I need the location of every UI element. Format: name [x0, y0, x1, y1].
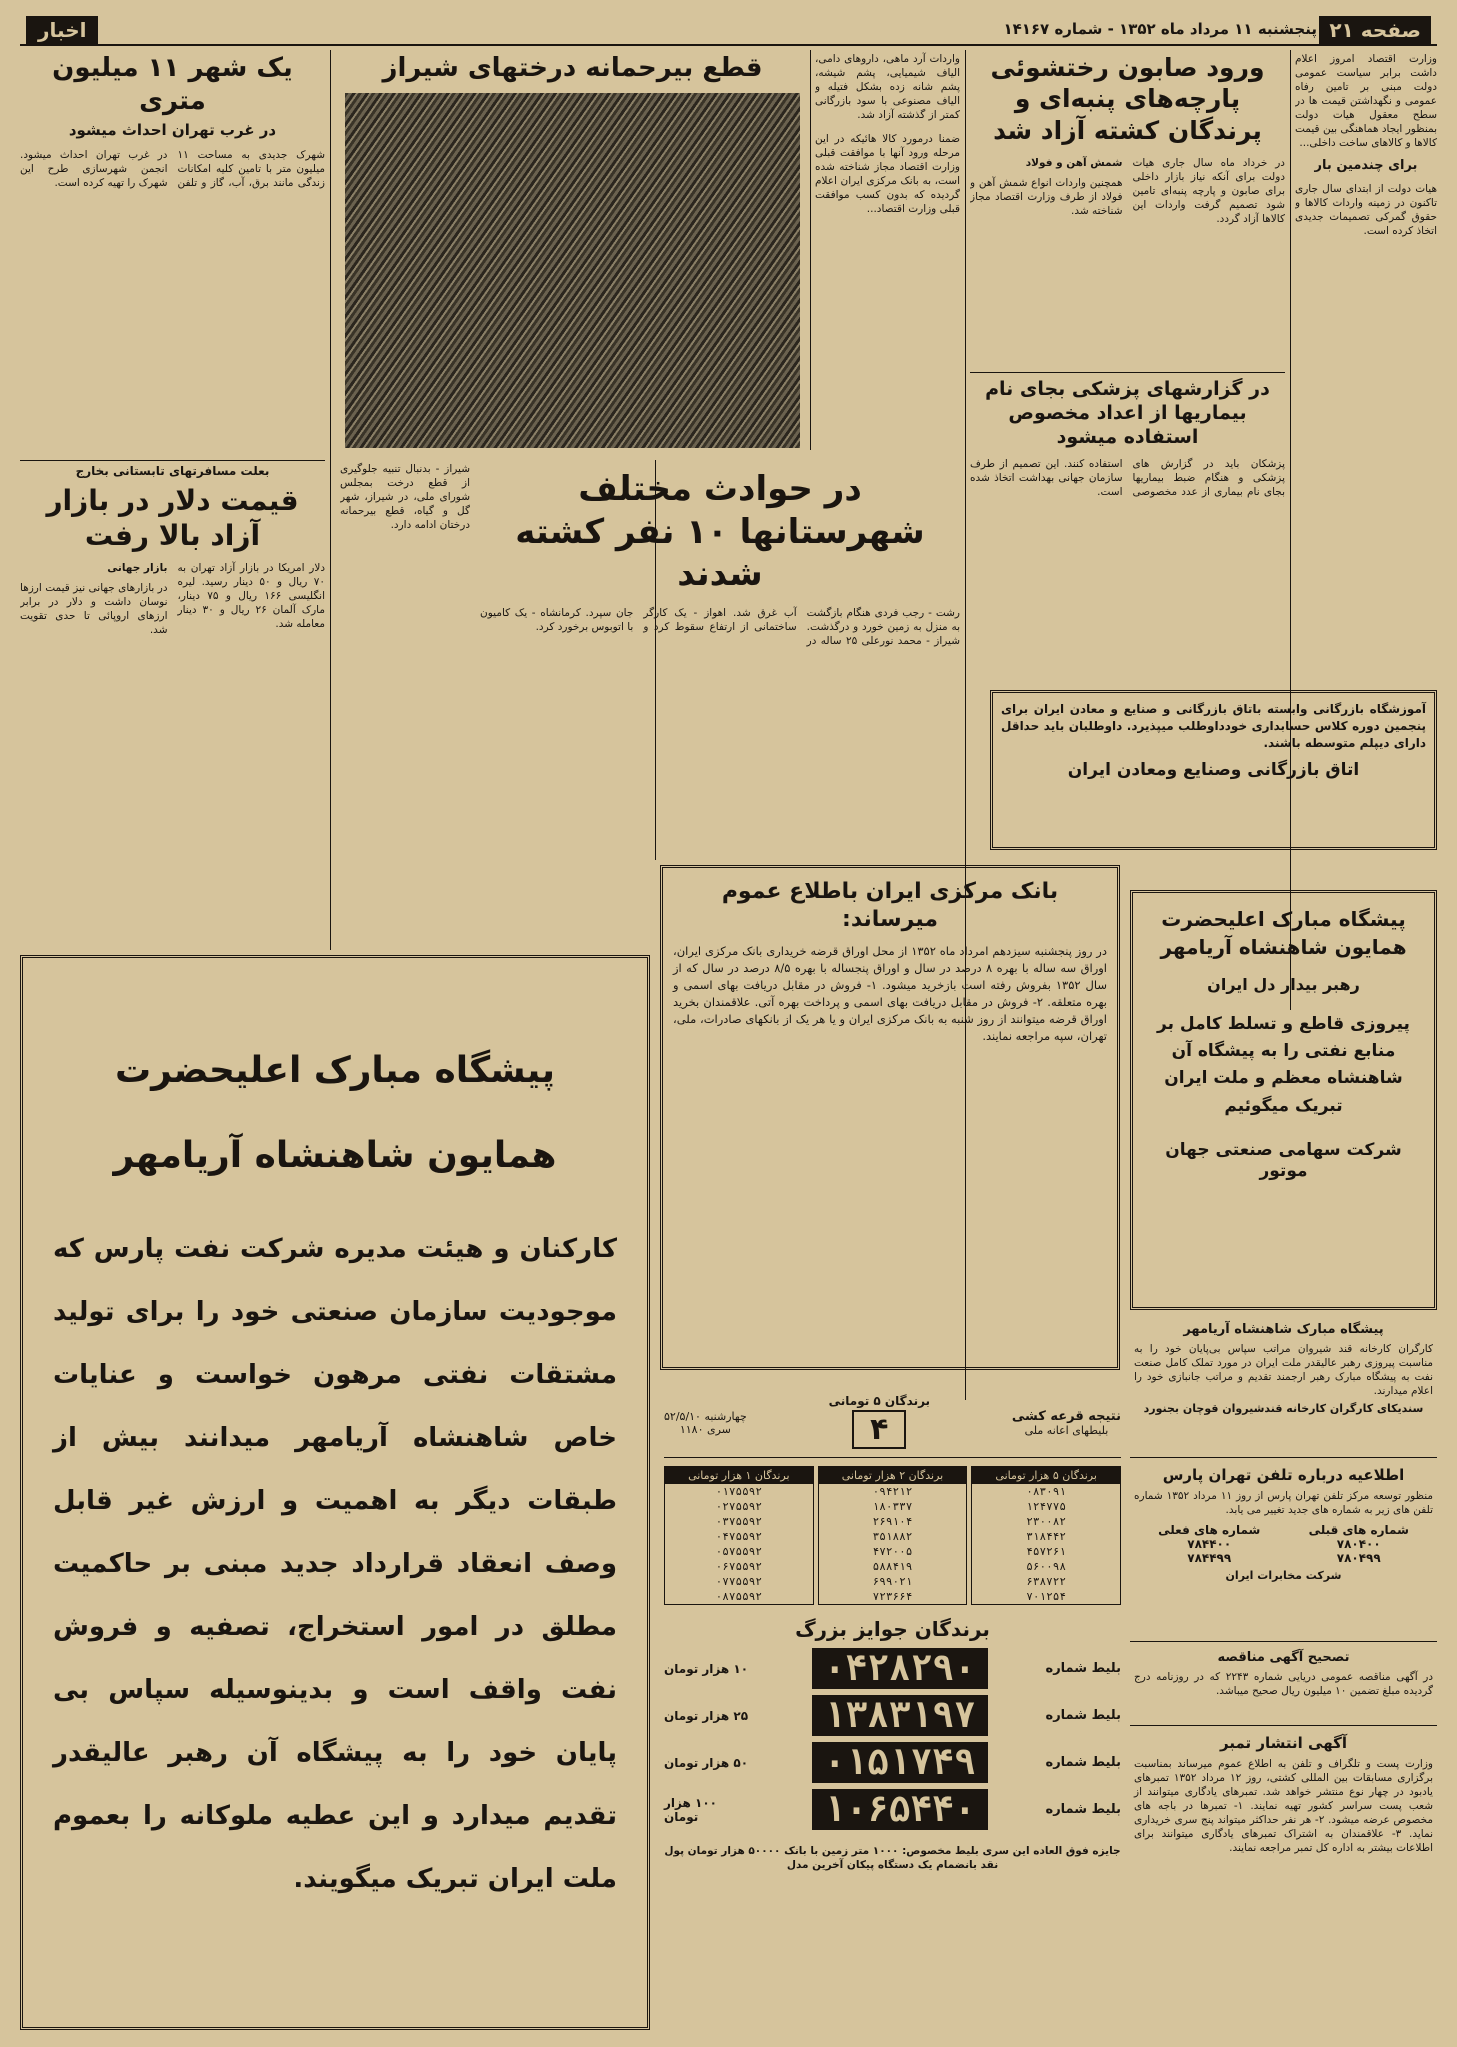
- winner-number: ۰۷۷۵۵۹۲: [715, 1575, 762, 1588]
- old-numbers: [1309, 1523, 1409, 1565]
- article-text: هیات دولت از ابتدای سال جاری تاکنون در زمینه واردات کالاها و حقوق گمرکی تصمیمات جدیدی اتخاذ کرده است.: [1295, 183, 1437, 238]
- central-bank-notice: [660, 865, 1120, 1370]
- column-rule: [1290, 50, 1291, 1010]
- headline: قیمت دلار در بازار آزاد بالا رفت: [46, 484, 299, 552]
- article-text: واردات آرد ماهی، داروهای دامی، الیاف شیمیایی، پشم شیشه، پشم شانه زده بشکل فتیله و الیاف مصنوعی با سود بازرگانی کمتر از گذشته آزاد شد.: [815, 53, 960, 121]
- notice-text: وزارت پست و تلگراف و تلفن به اطلاع عموم میرساند بمناسبت برگزاری مسابقات بین المللی کشتی، روز ۱۲ مرداد ۱۳۵۲ تمبرهای یادبود در چهار نوع منتشر خواهد شد. تمبرهای یادگاری میتوانند از شعب پست سراسر کشور تهیه نمایند. ۱- تمبرها در باجه های مخصوص عرضه میشود. ۲- هر نفر حداکثر میتواند پنج سری خریداری نماید. ۳- علاقمندان به اشتراک تمبرهای یادگاری میتوانند برای اطلاعات بیشتر به اداره کل تمبر مراجعه نمایند.: [1134, 1757, 1434, 1854]
- big-prize-row: [664, 1742, 1121, 1783]
- article-text: وزارت اقتصاد امروز اعلام داشت برابر سیاست عمومی دولت مبنی بر تامین رفاه عمومی و نگهداشتن قیمت ها در سطح معقول هیات دولت بمنظور ایجاد هماهنگی بین قیمت کالاها و کالاهای ساخت داخلی...: [1295, 53, 1437, 149]
- ad-title-line: همایون شاهنشاه آریامهر: [113, 1135, 557, 1176]
- ad-title-line: پیشگاه مبارک اعلیحضرت: [114, 1050, 555, 1091]
- winner-number: ۰۴۷۵۵۹۲: [715, 1530, 762, 1543]
- shirvan-sugar-ad: [1130, 1318, 1437, 1458]
- lottery-5toman: [829, 1394, 930, 1451]
- winner-number: ۰۶۷۵۵۹۲: [715, 1560, 762, 1573]
- big-prize-row: [664, 1789, 1121, 1830]
- column-title: برندگان ۱ هزار تومانی: [665, 1467, 813, 1484]
- phone-numbers: [1134, 1523, 1433, 1565]
- column-rule: [330, 50, 331, 950]
- story-shiraz-trees: [340, 52, 805, 457]
- winner-number: ۰۲۷۵۵۹۲: [715, 1500, 762, 1513]
- correction-notice: [1130, 1646, 1437, 1726]
- winner-number: ۵۸۸۴۱۹: [872, 1560, 913, 1573]
- lottery-issue: سری ۱۱۸۰: [679, 1422, 731, 1436]
- winner-number: ۴۵۷۲۶۱: [1026, 1545, 1067, 1558]
- ticket-label: بلیط شماره: [1045, 1802, 1121, 1817]
- ad-line: پیروزی قاطع و تسلط کامل بر منابع نفتی را به پیشگاه آن شاهنشاه معظم و ملت ایران تبریک میگوئیم: [1157, 1014, 1410, 1116]
- notice-text: در آگهی مناقصه عمومی دریایی شماره ۲۲۴۳ که در روزنامه درج گردیده مبلغ تضمین ۱۰ میلیون ریال صحیح میباشد.: [1134, 1671, 1434, 1698]
- winner-number: ۰۹۴۲۱۲: [872, 1485, 913, 1498]
- winner-number: ۲۳۰۰۸۲: [1026, 1515, 1067, 1528]
- ad-body: کارکنان و هیئت مدیره شرکت نفت پارس که موجودیت سازمان صنعتی خود را برای تولید مشتقات نفتی مرهون خواست و عنایات خاص شاهنشاه آریامهر میدانند بیش از طبقات دیگر به اهمیت و ارزش غیر قابل وصف انعقاد قرارداد جدید مبنی بر حاکمیت مطلق در امور استخراج، تصفیه و فروش نفت واقف است و بدینوسیله سپاس بی پایان خود را به پیشگاه آن رهبر عالیقدر تقدیم میدارد و این عطیه ملوکانه را بعموم ملت ایران تبریک میگویند.: [53, 1234, 617, 1894]
- winner-column: [971, 1466, 1121, 1605]
- lottery-title: نتیجه قرعه کشی: [1011, 1408, 1121, 1424]
- article-body: همچنین واردات انواع شمش آهن و فولاد از طرف وزارت اقتصاد مجاز شناخته شد.: [970, 176, 1123, 217]
- big-prize-row: [664, 1648, 1121, 1689]
- old-number: ۷۸۰۴۰۰: [1336, 1536, 1381, 1551]
- winner-number: ۵۶۰۰۹۸: [1026, 1560, 1067, 1573]
- old-label: شماره های قبلی: [1308, 1522, 1409, 1537]
- big-prize-row: [664, 1695, 1121, 1736]
- headline: در گزارشهای پزشکی بجای نام بیماریها از اعداد مخصوص استفاده میشود: [985, 378, 1270, 448]
- headline: آگهی انتشار تمبر: [1220, 1734, 1347, 1752]
- page-header: [20, 16, 1437, 46]
- article-text: [970, 156, 1285, 226]
- stamps-notice: [1130, 1730, 1437, 2030]
- ad-title: پیشگاه مبارک شاهنشاه آریامهر: [1183, 1322, 1384, 1337]
- subheading: شمش آهن و فولاد: [1025, 156, 1123, 169]
- winner-number: ۲۶۹۱۰۴: [872, 1515, 913, 1528]
- jahan-motor-ad: [1130, 890, 1437, 1310]
- ad-sign: شرکت سهامی صنعتی جهان موتور: [1165, 1139, 1402, 1181]
- lottery-header: [664, 1394, 1121, 1458]
- ad-sign: سندیکای کارگران کارخانه قندشیروان قوچان بجنورد: [1143, 1402, 1424, 1416]
- prize-amount: ۲۵ هزار تومان: [664, 1708, 749, 1723]
- announcement-sign: اتاق بازرگانی وصنایع ومعادن ایران: [1067, 760, 1360, 780]
- subheading: برای چندمین بار: [1314, 158, 1418, 173]
- article-text: [20, 561, 325, 637]
- prize-number: ۰۱۵۱۷۴۹: [812, 1742, 988, 1783]
- new-number: ۷۸۴۴۰۰: [1187, 1536, 1232, 1551]
- headline: یک شهر ۱۱ میلیون متری: [52, 53, 293, 116]
- ticket-label: بلیط شماره: [1045, 1755, 1121, 1770]
- winner-number: ۳۱۸۴۴۲: [1026, 1530, 1067, 1543]
- ad-text: کارگران کارخانه قند شیروان مراتب سپاس بی‌پایان خود را به مناسبت پیروزی رهبر عالیقدر ملت ایران در مورد تملک کامل صنعت نفت به پیشگاه مبارک رهبر ارجمند تقدیم و مراتب جانبازی خود را اعلام میدارند.: [1134, 1343, 1433, 1398]
- headline: قطع بیرحمانه درختهای شیراز: [382, 53, 763, 83]
- prize-amount: ۱۰ هزار تومان: [664, 1661, 749, 1676]
- prize-amount: ۵۰ هزار تومان: [664, 1755, 749, 1770]
- winners5-digit: ۴: [852, 1410, 906, 1449]
- paper-name: اخبار: [26, 16, 98, 44]
- lottery-footer: جایزه فوق العاده این سری بلیط مخصوص: ۱۰۰۰ متر زمین با بانک ۵۰۰۰۰ هزار تومان پول نقد بانضمام یک دستگاه پیکان آخرین مدل: [664, 1845, 1121, 1871]
- old-number: ۷۸۰۴۹۹: [1336, 1550, 1381, 1565]
- winner-number: ۶۹۹۰۲۱: [872, 1575, 913, 1588]
- winner-number: ۱۸۰۳۳۷: [872, 1500, 913, 1513]
- article-body: در بازارهای جهانی نیز قیمت ارزها نوسان داشت و دلار در برابر ارزهای اروپائی تا حدی تقویت شد.: [20, 582, 168, 636]
- article-body: دلار امریکا در بازار آزاد تهران به ۷۰ ریال و ۵۰ دینار رسید. لیره انگلیسی ۱۶۶ ریال و ۷۵ دینار، مارک آلمان ۲۶ ریال و ۳۰ دینار معامله شد.: [177, 562, 325, 630]
- winner-number: ۱۲۴۷۷۵: [1026, 1500, 1067, 1513]
- winner-number: ۷۰۱۲۵۴: [1026, 1590, 1067, 1603]
- article-text: پزشکان باید در گزارش های پزشکی و هنگام ضبط بیماریها بجای نام بیماری از عدد مخصوصی استفاده کنند. این تصمیم از طرف سازمان جهانی بهداشت اتخاذ شده است.: [970, 458, 1285, 499]
- lottery-date: چهارشنبه ۵۲/۵/۱۰: [664, 1409, 747, 1423]
- right-column: [1295, 52, 1437, 1002]
- winners5-label: برندگان ۵ تومانی: [828, 1394, 931, 1408]
- column-title: برندگان ۵ هزار تومانی: [972, 1467, 1120, 1484]
- winner-number: ۰۸۷۵۵۹۲: [715, 1590, 762, 1603]
- rule: [20, 460, 325, 461]
- ticket-label: بلیط شماره: [1045, 1708, 1121, 1723]
- winner-number: ۷۲۳۶۶۴: [872, 1590, 913, 1603]
- issue-date: پنجشنبه ۱۱ مرداد ماه ۱۳۵۲ - شماره ۱۴۱۶۷: [1003, 20, 1317, 38]
- photo-caption: شیراز - بدنبال تنبیه جلوگیری از قطع درخت بمجلس شورای ملی، در شیراز، شهر گل و گیاه، قطع بیرحمانه درختان ادامه دارد.: [340, 463, 470, 531]
- article-text: ضمنا درمورد کالا هائیکه در این مرحله ورود آنها با موافقت قبلی وزارت اقتصاد مجاز شناخته شده است، به بانک مرکزی ایران اعلام گردیده که بدون کسب موافقت قبلی وزارت اقتصاد...: [815, 133, 960, 215]
- winner-number: ۰۵۷۵۵۹۲: [715, 1545, 762, 1558]
- story-medical-codes: [970, 378, 1285, 678]
- notice-sign: شرکت مخابرات ایران: [1225, 1568, 1342, 1582]
- story-soap-import: [970, 52, 1285, 372]
- headline: اطلاعیه درباره تلفن تهران پارس: [1162, 1466, 1405, 1484]
- lottery-results: [660, 1390, 1125, 2035]
- kicker: بعلت مسافرتهای تابستانی بخارج: [75, 464, 270, 478]
- lottery-title-block: [1012, 1409, 1121, 1437]
- winner-number: ۰۱۷۵۵۹۲: [715, 1485, 762, 1498]
- story-dollar-price: [20, 464, 325, 944]
- notice-text: منظور توسعه مرکز تلفن تهران پارس از روز ۱۱ مرداد ۱۳۵۲ شماره تلفن های زیر به شماره های جدید تغییر می یابد.: [1134, 1489, 1433, 1516]
- prize-number: ۰۴۲۸۲۹۰: [812, 1648, 988, 1689]
- column-rule: [810, 50, 811, 450]
- prize-number: ۱۰۶۵۴۴۰: [812, 1789, 988, 1830]
- subheading: در غرب تهران احداث میشود: [68, 121, 277, 139]
- pars-oil-ad: [20, 955, 650, 2030]
- big-prizes-title: برندگان جوایز بزرگ: [795, 1617, 990, 1641]
- new-label: شماره های فعلی: [1158, 1522, 1261, 1537]
- ticket-label: بلیط شماره: [1045, 1661, 1121, 1676]
- prize-number: ۱۳۸۳۱۹۷: [812, 1695, 988, 1736]
- headline: بانک مرکزی ایران باطلاع عموم میرساند:: [721, 879, 1059, 932]
- subheading: بازار جهانی: [107, 562, 168, 574]
- headline: تصحیح آگهی مناقصه: [1217, 1650, 1350, 1665]
- prize-amount: ۱۰۰ هزار تومان: [664, 1795, 717, 1824]
- story-accidents: [480, 468, 960, 858]
- story-imports-continued: [815, 52, 960, 452]
- headline: در حوادث مختلف شهرستانها ۱۰ نفر کشته شدند: [515, 469, 925, 594]
- ad-title: پیشگاه مبارک اعلیحضرت همایون شاهنشاه آریامهر: [1160, 907, 1407, 959]
- winner-number: ۶۳۸۷۲۲: [1026, 1575, 1067, 1588]
- winner-number: ۰۸۳۰۹۱: [1026, 1485, 1067, 1498]
- rule: [970, 372, 1285, 373]
- chamber-announcement: [990, 690, 1437, 850]
- article-text: شهرک جدیدی به مساحت ۱۱ میلیون متر با تامین کلیه امکانات زندگی مانند برق، آب، گاز و تلفن در غرب تهران احداث میشود. انجمن شهرسازی طرح این شهرک را تهیه کرده است.: [20, 148, 325, 189]
- article-text: رشت - رجب فردی هنگام بازگشت به منزل به زمین خورد و درگذشت. شیراز - محمد نورعلی ۲۵ ساله در آب غرق شد. اهواز - یک کارگر ساختمانی از ارتفاع سقوط کرد و جان سپرد. کرمانشاه - یک کامیون با اتوبوس برخورد کرد.: [480, 606, 960, 647]
- announcement-text: آموزشگاه بازرگانی وابسته باتاق بازرگانی و صنایع و معادن ایران برای پنجمین دوره کلاس حسابداری خودداوطلب میپذیرد. داوطلبان باید حداقل دارای دیپلم متوسطه باشند.: [1001, 702, 1426, 750]
- winner-column: [818, 1466, 968, 1605]
- tree-cutting-photo: [345, 93, 800, 448]
- lottery-subtitle: بلیطهای اعانه ملی: [1024, 1423, 1109, 1437]
- headline: ورود صابون رختشوئی پارچه‌های پنبه‌ای و پرندگان کشته آزاد شد: [990, 53, 1265, 145]
- winner-column: [664, 1466, 814, 1605]
- page-number: صفحه ۲۱: [1319, 16, 1431, 44]
- new-number: ۷۸۴۴۹۹: [1187, 1550, 1232, 1565]
- ad-line: رهبر بیدار دل ایران: [1207, 975, 1360, 994]
- notice-text: در روز پنجشنبه سیزدهم امرداد ماه ۱۳۵۲ از محل اوراق قرضه خریداری بانک مرکزی ایران، اوراق سه ساله با بهره ۸ درصد در سال و اوراق پنجساله با بهره ۸/۵ درصد در سال که از سال ۱۳۵۲ بفروش رفته است بازخرید میشود. ۱- فروش در مقابل دریافت بهای اسمی و بهره متعلقه. ۲- فروش در مقابل دریافت بهای اسمی و پرداخت بهره آتی. علاقمندان بخرید اوراق قرضه میتوانند از روز شنبه به بانک مرکزی ایران و یا هر یک از بانکهای صادرات، ملی، تهران، سپه مراجعه نمایند.: [673, 944, 1108, 1043]
- column-title: برندگان ۲ هزار تومانی: [819, 1467, 967, 1484]
- winner-number-grid: [664, 1466, 1121, 1605]
- phone-notice: [1130, 1462, 1437, 1642]
- winner-number: ۳۵۱۸۸۲: [872, 1530, 913, 1543]
- new-numbers: [1158, 1523, 1260, 1565]
- article-body: در خرداد ماه سال جاری هیات دولت برای آنکه نیاز بازار داخلی برای صابون و پارچه پنبه‌ای تامین شود تصمیم گرفت واردات این کالاها آزاد گردد.: [1132, 156, 1285, 225]
- lottery-date-block: [664, 1410, 747, 1436]
- winner-number: ۴۷۲۰۰۵: [872, 1545, 913, 1558]
- story-new-town: [20, 52, 325, 457]
- winner-number: ۰۳۷۵۵۹۲: [715, 1515, 762, 1528]
